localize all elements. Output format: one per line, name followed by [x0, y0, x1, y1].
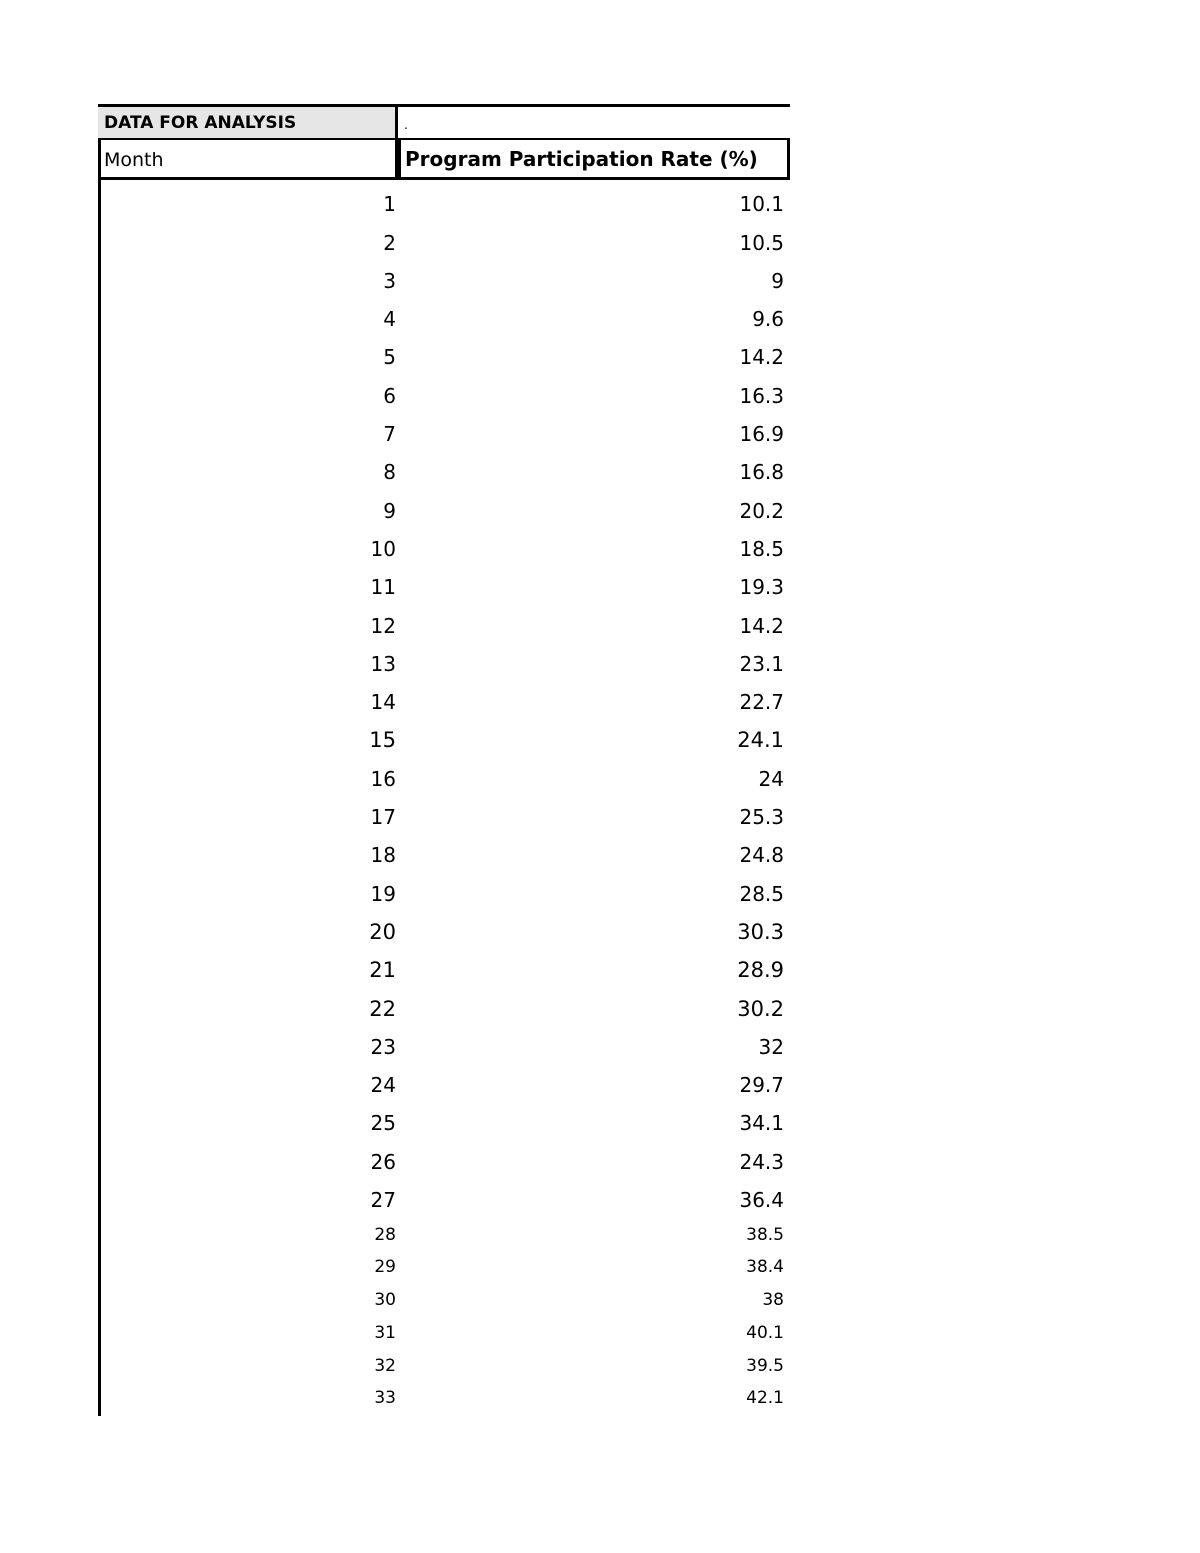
month-cell[interactable]: 20 [369, 919, 396, 944]
month-cell[interactable]: 13 [370, 651, 396, 676]
table-row [98, 295, 790, 333]
table-row [98, 640, 790, 678]
month-cell[interactable]: 18 [370, 843, 396, 868]
month-cell[interactable]: 28 [374, 1224, 396, 1245]
month-cell[interactable]: 9 [383, 498, 396, 523]
table-row [98, 1345, 790, 1378]
rate-cell[interactable]: 30.3 [737, 919, 784, 944]
rate-cell[interactable]: 10.5 [739, 230, 784, 255]
rate-cell[interactable]: 30.2 [737, 996, 784, 1021]
rate-cell[interactable]: 24.8 [739, 843, 784, 868]
rate-cell[interactable]: 24.3 [739, 1149, 784, 1174]
month-header: Month [104, 149, 164, 171]
rate-cell[interactable]: 34.1 [739, 1111, 784, 1136]
rate-cell[interactable]: 28.9 [737, 958, 784, 983]
rate-cell[interactable]: 16.8 [739, 460, 784, 485]
rate-cell[interactable]: 23.1 [739, 651, 784, 676]
table-row [98, 1176, 790, 1214]
month-cell[interactable]: 26 [370, 1149, 396, 1174]
table-row [98, 525, 790, 563]
section-title-cell[interactable] [98, 104, 398, 140]
month-cell[interactable]: 29 [374, 1257, 396, 1278]
section-note: . [404, 118, 408, 132]
table-row [98, 1061, 790, 1099]
month-cell[interactable]: 16 [370, 766, 396, 791]
rate-cell[interactable]: 29.7 [739, 1073, 784, 1098]
table-row [98, 755, 790, 793]
table-row [98, 563, 790, 601]
table-row [98, 908, 790, 946]
month-cell[interactable]: 19 [370, 881, 396, 906]
month-cell[interactable]: 1 [383, 192, 396, 217]
table-row [98, 1138, 790, 1176]
rate-cell[interactable]: 25.3 [739, 805, 784, 830]
table-row [98, 1312, 790, 1345]
rate-cell[interactable]: 42.1 [746, 1388, 784, 1409]
rate-cell[interactable]: 16.3 [739, 383, 784, 408]
rate-header-cell[interactable] [398, 140, 790, 180]
month-cell[interactable]: 17 [370, 805, 396, 830]
rate-cell[interactable]: 16.9 [739, 422, 784, 447]
rate-header: Program Participation Rate (%) [405, 147, 758, 171]
section-title: DATA FOR ANALYSIS [104, 113, 297, 133]
table-row [98, 678, 790, 716]
table-row [98, 1099, 790, 1137]
month-cell[interactable]: 27 [370, 1188, 396, 1213]
rate-cell[interactable]: 9 [771, 268, 784, 293]
table-row [98, 1247, 790, 1280]
table-row [98, 218, 790, 256]
table-row [98, 793, 790, 831]
rate-cell[interactable]: 38.4 [746, 1257, 784, 1278]
month-cell[interactable]: 33 [374, 1388, 396, 1409]
month-header-cell[interactable] [98, 140, 398, 180]
month-cell[interactable]: 11 [370, 575, 396, 600]
rate-cell[interactable]: 20.2 [739, 498, 784, 523]
month-cell[interactable]: 2 [383, 230, 396, 255]
rate-cell[interactable]: 24.1 [737, 728, 784, 753]
month-cell[interactable]: 8 [383, 460, 396, 485]
month-cell[interactable]: 5 [383, 345, 396, 370]
month-cell[interactable]: 23 [370, 1034, 396, 1059]
month-cell[interactable]: 32 [374, 1355, 396, 1376]
rate-cell[interactable]: 38.5 [746, 1224, 784, 1245]
month-cell[interactable]: 22 [369, 996, 396, 1021]
month-cell[interactable]: 31 [374, 1322, 396, 1343]
table-row [98, 486, 790, 524]
table-row [98, 333, 790, 371]
month-cell[interactable]: 21 [369, 958, 396, 983]
rate-cell[interactable]: 19.3 [739, 575, 784, 600]
month-cell[interactable]: 24 [370, 1073, 396, 1098]
rate-cell[interactable]: 39.5 [746, 1355, 784, 1376]
rate-cell[interactable]: 10.1 [739, 192, 784, 217]
table-row [98, 1280, 790, 1313]
table-row [98, 716, 790, 754]
table-row [98, 1023, 790, 1061]
table-row [98, 831, 790, 869]
month-cell[interactable]: 6 [383, 383, 396, 408]
rate-cell[interactable]: 28.5 [739, 881, 784, 906]
rate-cell[interactable]: 14.2 [739, 613, 784, 638]
rate-cell[interactable]: 36.4 [739, 1188, 784, 1213]
section-header-row [98, 104, 790, 140]
month-cell[interactable]: 15 [369, 728, 396, 753]
rate-cell[interactable]: 40.1 [746, 1322, 784, 1343]
month-cell[interactable]: 7 [383, 422, 396, 447]
rate-cell[interactable]: 32 [758, 1034, 784, 1059]
month-cell[interactable]: 30 [374, 1290, 396, 1311]
column-header-row [98, 140, 790, 180]
month-cell[interactable]: 4 [383, 307, 396, 332]
table-row [98, 1378, 790, 1411]
rate-cell[interactable]: 14.2 [739, 345, 784, 370]
table-row [98, 257, 790, 295]
table-row [98, 410, 790, 448]
table-row [98, 180, 790, 218]
month-cell[interactable]: 3 [383, 268, 396, 293]
table-row [98, 448, 790, 486]
month-cell[interactable]: 14 [370, 690, 396, 715]
section-note-cell[interactable] [398, 104, 790, 140]
table-row [98, 984, 790, 1022]
rate-cell[interactable]: 9.6 [752, 307, 784, 332]
table-row [98, 372, 790, 410]
rate-cell[interactable]: 24 [758, 766, 784, 791]
rate-cell[interactable]: 22.7 [739, 690, 784, 715]
table-row [98, 946, 790, 984]
month-cell[interactable]: 10 [370, 536, 396, 561]
month-cell[interactable]: 12 [370, 613, 396, 638]
rate-cell[interactable]: 18.5 [739, 536, 784, 561]
table-row [98, 869, 790, 907]
table-row [98, 1214, 790, 1247]
table-row [98, 601, 790, 639]
rate-cell[interactable]: 38 [762, 1290, 784, 1311]
month-cell[interactable]: 25 [370, 1111, 396, 1136]
